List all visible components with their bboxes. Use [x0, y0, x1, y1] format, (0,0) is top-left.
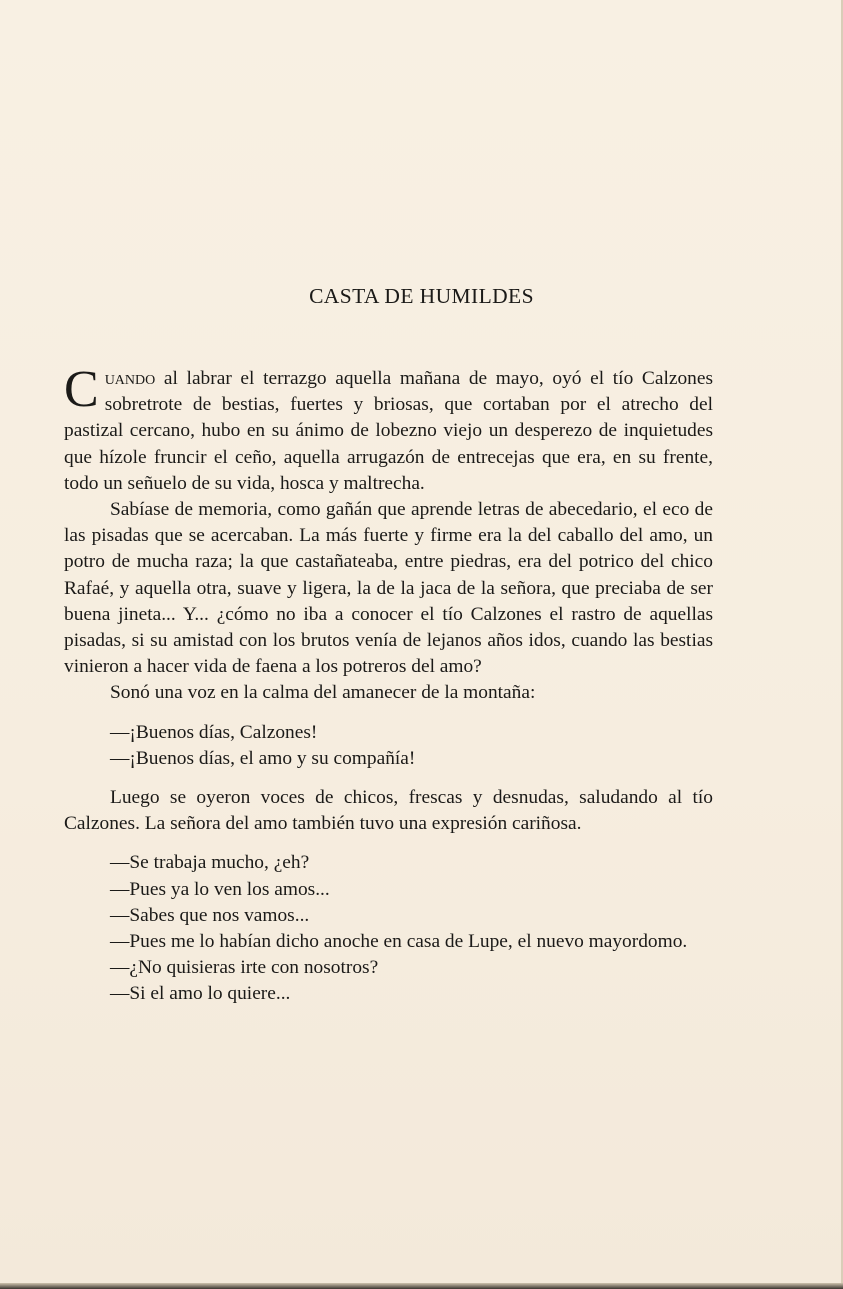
drop-cap: C: [64, 361, 99, 418]
dialogue-line-2: —¡Buenos días, el amo y su compañía!: [110, 747, 416, 769]
dialogue-line-5: —Sabes que nos vamos...: [110, 904, 310, 926]
small-caps-lead: uando: [104, 368, 156, 389]
dialogue-line-6: —Pues me lo habían dicho anoche en casa de Lupe, el nuevo mayordomo.: [110, 931, 688, 953]
paragraph-4: Luego se oyeron voces de chicos, frescas y desnudas, saludando al tío Calzones. La señora del amo también tuvo una expresión cariñosa.: [64, 787, 713, 835]
dialogue-line-7: —¿No quisieras irte con nosotros?: [110, 957, 379, 979]
dialogue-line-4: —Pues ya lo ven los amos...: [110, 878, 330, 900]
dialogue-line-1: —¡Buenos días, Calzones!: [110, 721, 318, 743]
chapter-title: CASTA DE HUMILDES: [309, 284, 534, 308]
page-edge-bottom: [0, 1283, 843, 1289]
paragraph-1: [64, 361, 713, 497]
dialogue-line-3: —Se trabaja mucho, ¿eh?: [110, 852, 310, 874]
body-text: [64, 361, 713, 1008]
paragraph-2: Sabíase de memoria, como gañán que aprende letras de abecedario, el eco de las pisadas que se acercaban. La más fuerte y firme era la del caballo del amo, un potro de mucha raza; la que castañateaba, entre piedras, era del potrico del chico Rafaé, y aquella otra, suave y ligera, la de la jaca de la señora, que preciaba de ser buena jineta... Y... ¿cómo no iba a conocer el tío Calzones el rastro de aquellas pisadas, si su amistad con los brutos venía de lejanos años idos, cuando las bestias vinieron a hacer vida de faena a los potreros del amo?: [64, 499, 713, 678]
paragraph-1-text: al labrar el terrazgo aquella mañana de mayo, oyó el tío Calzones sobretrote de bestias, fuertes y briosas, que cortaban por el atrecho del pastizal cercano, hubo en su ánimo de lobezno viejo un desperezo de inquietudes que hízole fruncir el ceño, aquella arrugazón de entrecejas que era, en su frente, todo un señuelo de su vida, hosca y maltrecha.: [64, 368, 713, 494]
paragraph-3: Sonó una voz en la calma del amanecer de la montaña:: [110, 682, 536, 704]
dialogue-line-8: —Si el amo lo quiere...: [110, 983, 291, 1005]
